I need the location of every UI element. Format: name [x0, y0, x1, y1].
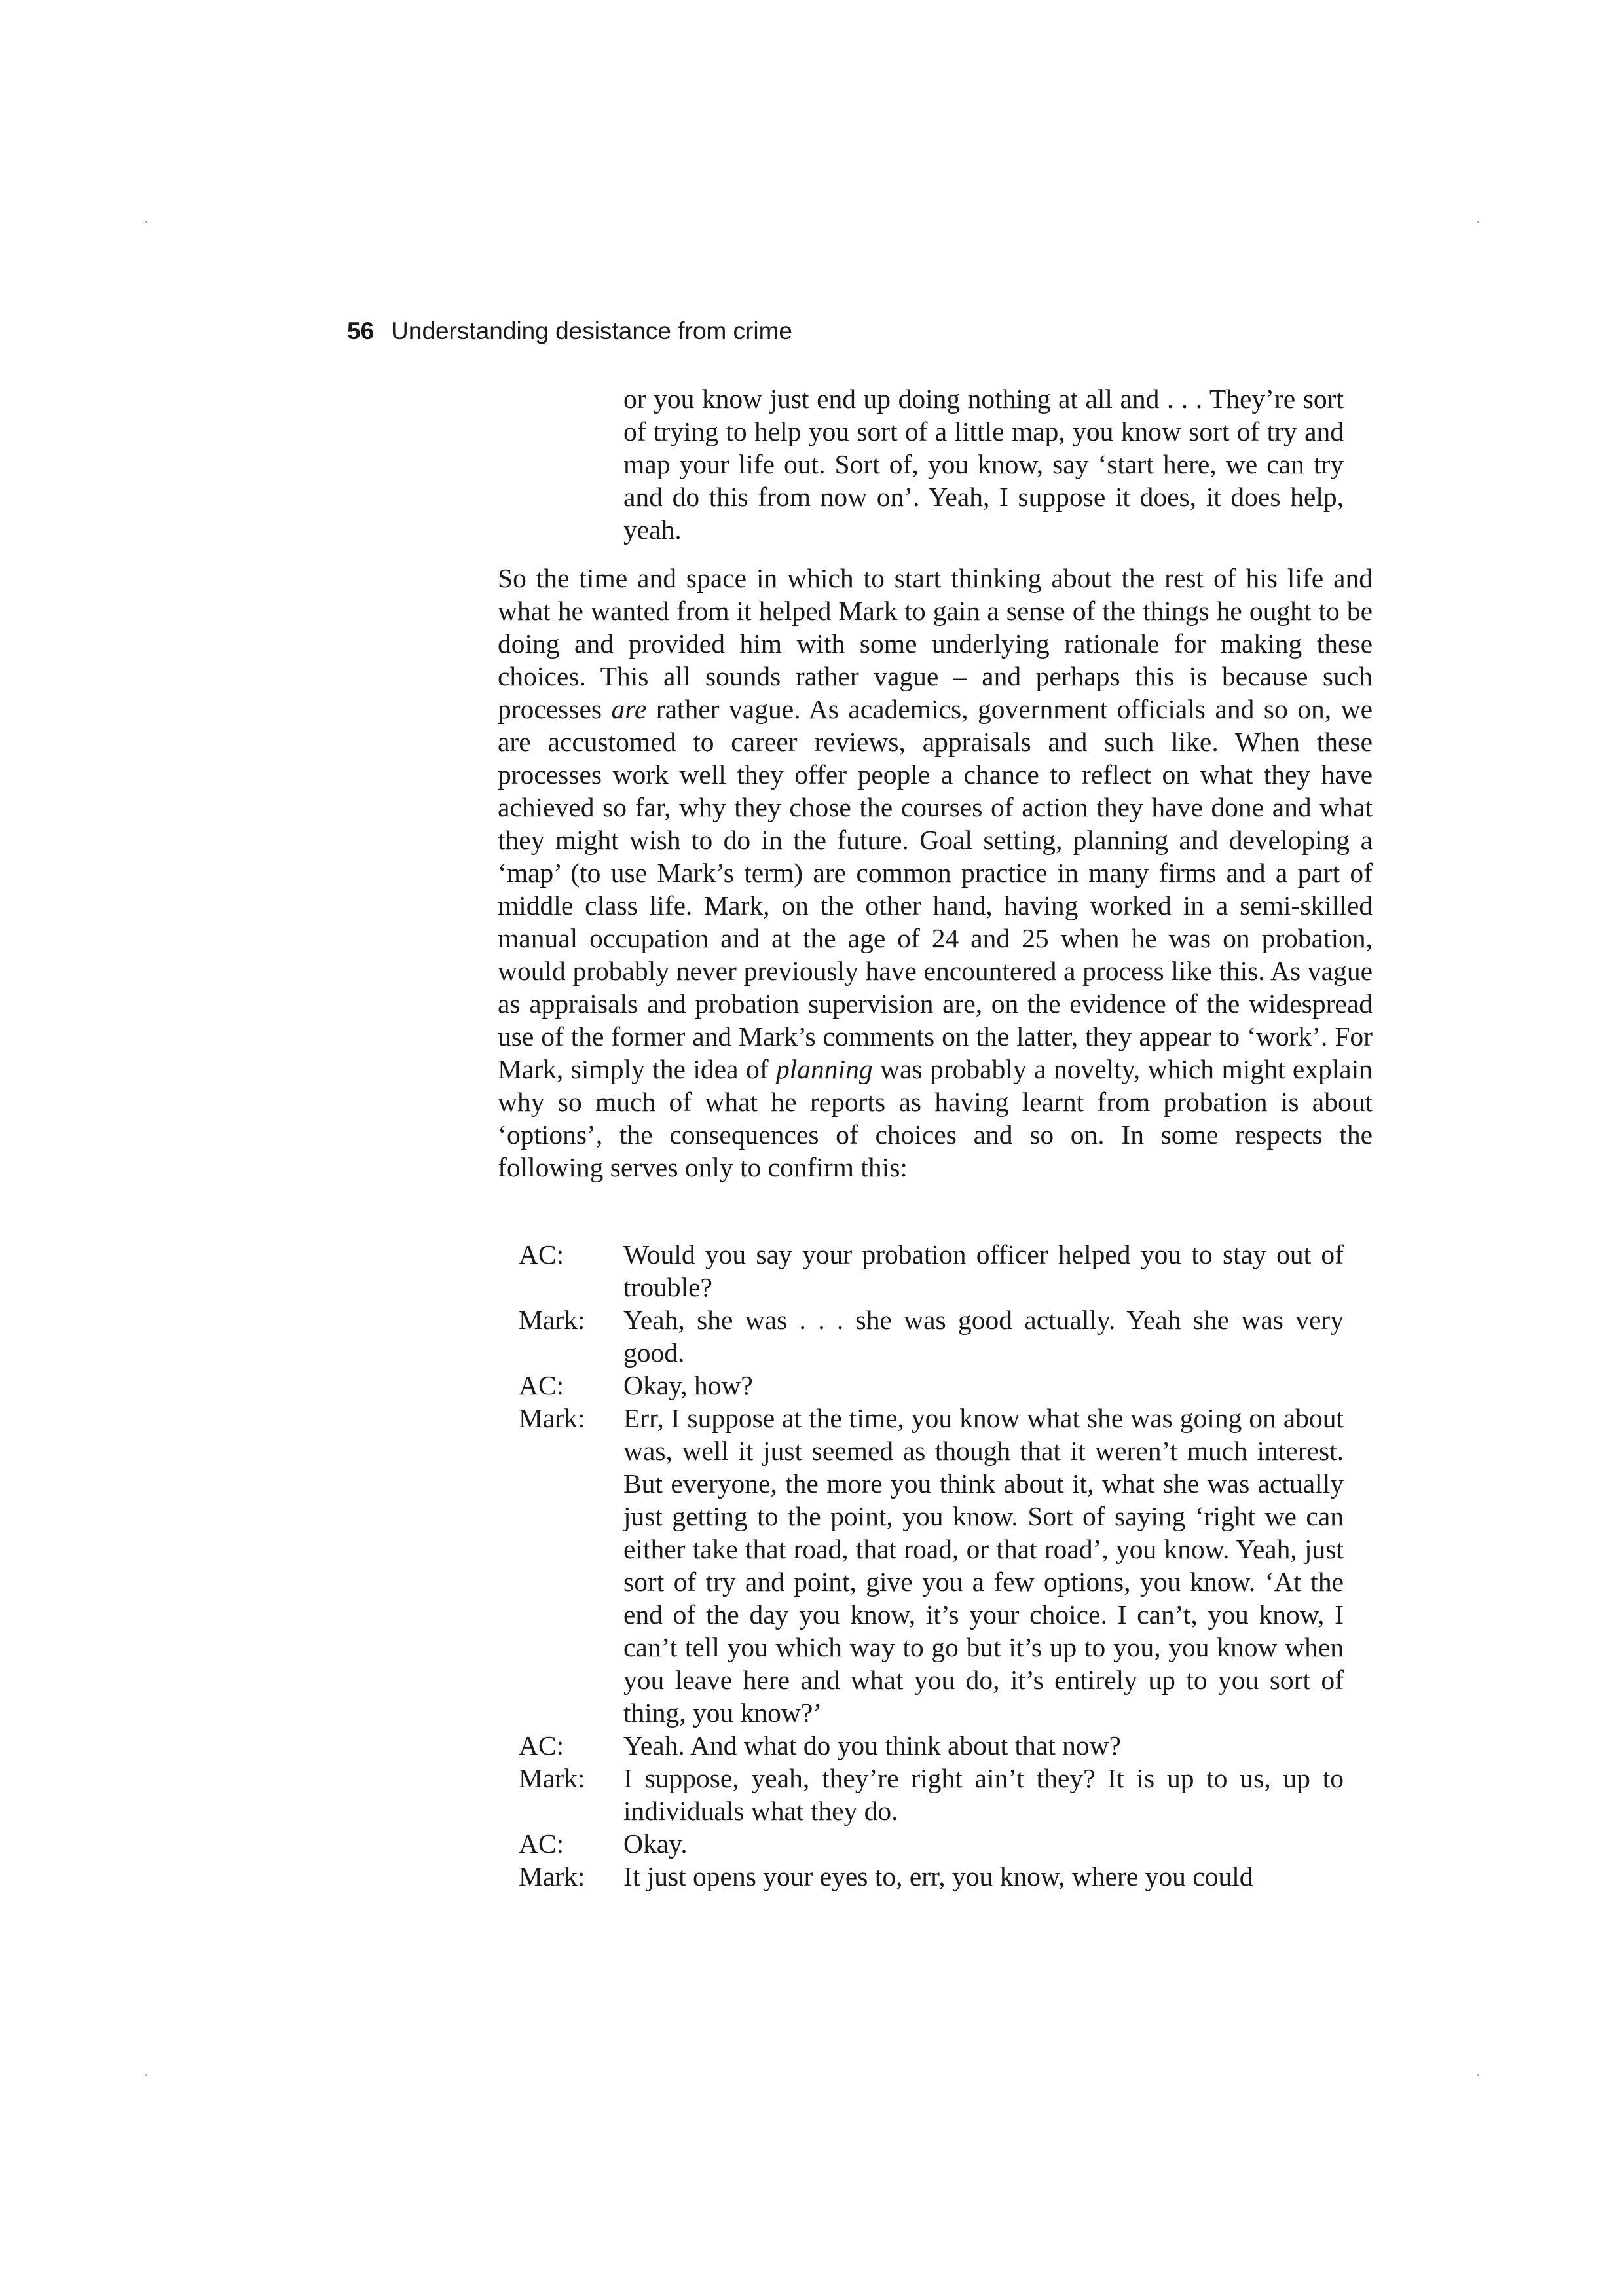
- speaker-label: Mark:: [519, 1763, 585, 1793]
- utterance-text: It just opens your eyes to, err, you know, where you could: [623, 1861, 1253, 1891]
- dialogue-turn: [519, 1860, 1344, 1893]
- utterance-text: Err, I suppose at the time, you know what she was going on about was, well it just seemed as though that it weren’t much interest. But everyone, the more you think about it, what she was actually just getting to the point, you know. Sort of saying ‘right we can either take that road, that road, or that road’, you know. Yeah, just sort of try and point, give you a few options, you know. ‘At the end of the day you know, it’s your choice. I can’t, you know, I can’t tell you which way to go but it’s up to you, you know when you leave here and what you do, it’s entirely up to you sort of thing, you know?’: [623, 1403, 1344, 1728]
- paragraph-text-part-2: rather vague. As academics, government officials and so on, we are accustomed to career reviews, appraisals and such like. When these processes work well they offer people a chance to reflect on what they have achieved so far, why they chose the courses of action they have done and what they might wish to do in the future. Goal setting, planning and developing a ‘map’ (to use Mark’s term) are common practice in many firms and a part of middle class life. Mark, on the other hand, having worked in a semi-skilled manual occupation and at the age of 24 and 25 when he was on probation, would probably never previously have encountered a process like this. As vague as appraisals and probation supervision are, on the evidence of the widespread use of the former and Mark’s comments on the latter, they appear to ‘work’. For Mark, simply the idea of: [498, 694, 1373, 1084]
- dialogue-turn: [519, 1827, 1344, 1860]
- emphasis-planning: planning: [776, 1054, 873, 1084]
- utterance-text: Yeah, she was . . . she was good actually. Yeah she was very good.: [623, 1305, 1344, 1368]
- speaker-label: AC:: [519, 1370, 564, 1400]
- speaker-label: Mark:: [519, 1305, 585, 1335]
- speaker-label: AC:: [519, 1239, 564, 1269]
- paragraph-text-part-1: So the time and space in which to start thinking about the rest of his life and what he wanted from it helped Mark to gain a sense of the things he ought to be doing and provided him with some underlying rationale for making these choices. This all sounds rather vague – and perhaps this is because such processes: [498, 563, 1373, 724]
- body-paragraph: [498, 562, 1373, 1184]
- dialogue-turn: [519, 1238, 1344, 1303]
- dialogue-turn: [519, 1402, 1344, 1729]
- running-title: Understanding desistance from crime: [391, 318, 792, 344]
- speaker-label: Mark:: [519, 1403, 585, 1433]
- crop-mark-top-right: [1477, 221, 1479, 223]
- block-quote: or you know just end up doing nothing at all and . . . They’re sort of trying to help you sort of a little map, you know sort of try and map your life out. Sort of, you know, say ‘start here, we can try and do this from now on’. Yeah, I suppose it does, it does help, yeah.: [623, 384, 1344, 545]
- crop-mark-bottom-left: [145, 2074, 147, 2076]
- dialogue-turn: [519, 1762, 1344, 1827]
- speaker-label: AC:: [519, 1730, 564, 1760]
- utterance-text: Would you say your probation officer helped you to stay out of trouble?: [623, 1239, 1344, 1302]
- crop-mark-top-left: [145, 221, 147, 223]
- dialogue-turn: [519, 1369, 1344, 1402]
- running-head: [347, 317, 792, 346]
- speaker-label: Mark:: [519, 1861, 585, 1891]
- utterance-text: Yeah. And what do you think about that now?: [623, 1730, 1122, 1760]
- emphasis-are: are: [611, 694, 647, 724]
- utterance-text: Okay, how?: [623, 1370, 753, 1400]
- speaker-label: AC:: [519, 1829, 564, 1859]
- utterance-text: I suppose, yeah, they’re right ain’t they? It is up to us, up to individuals what they do.: [623, 1763, 1344, 1826]
- utterance-text: Okay.: [623, 1829, 688, 1859]
- paragraph-text-part-3: was probably a novelty, which might explain why so much of what he reports as having learnt from probation is about ‘options’, the consequences of choices and so on. In some respects the following serves only to confirm this:: [498, 1054, 1373, 1182]
- interview-dialogue: [519, 1238, 1344, 1893]
- crop-mark-bottom-right: [1477, 2074, 1479, 2076]
- dialogue-turn: [519, 1303, 1344, 1369]
- page-number: 56: [347, 318, 375, 344]
- dialogue-turn: [519, 1729, 1344, 1762]
